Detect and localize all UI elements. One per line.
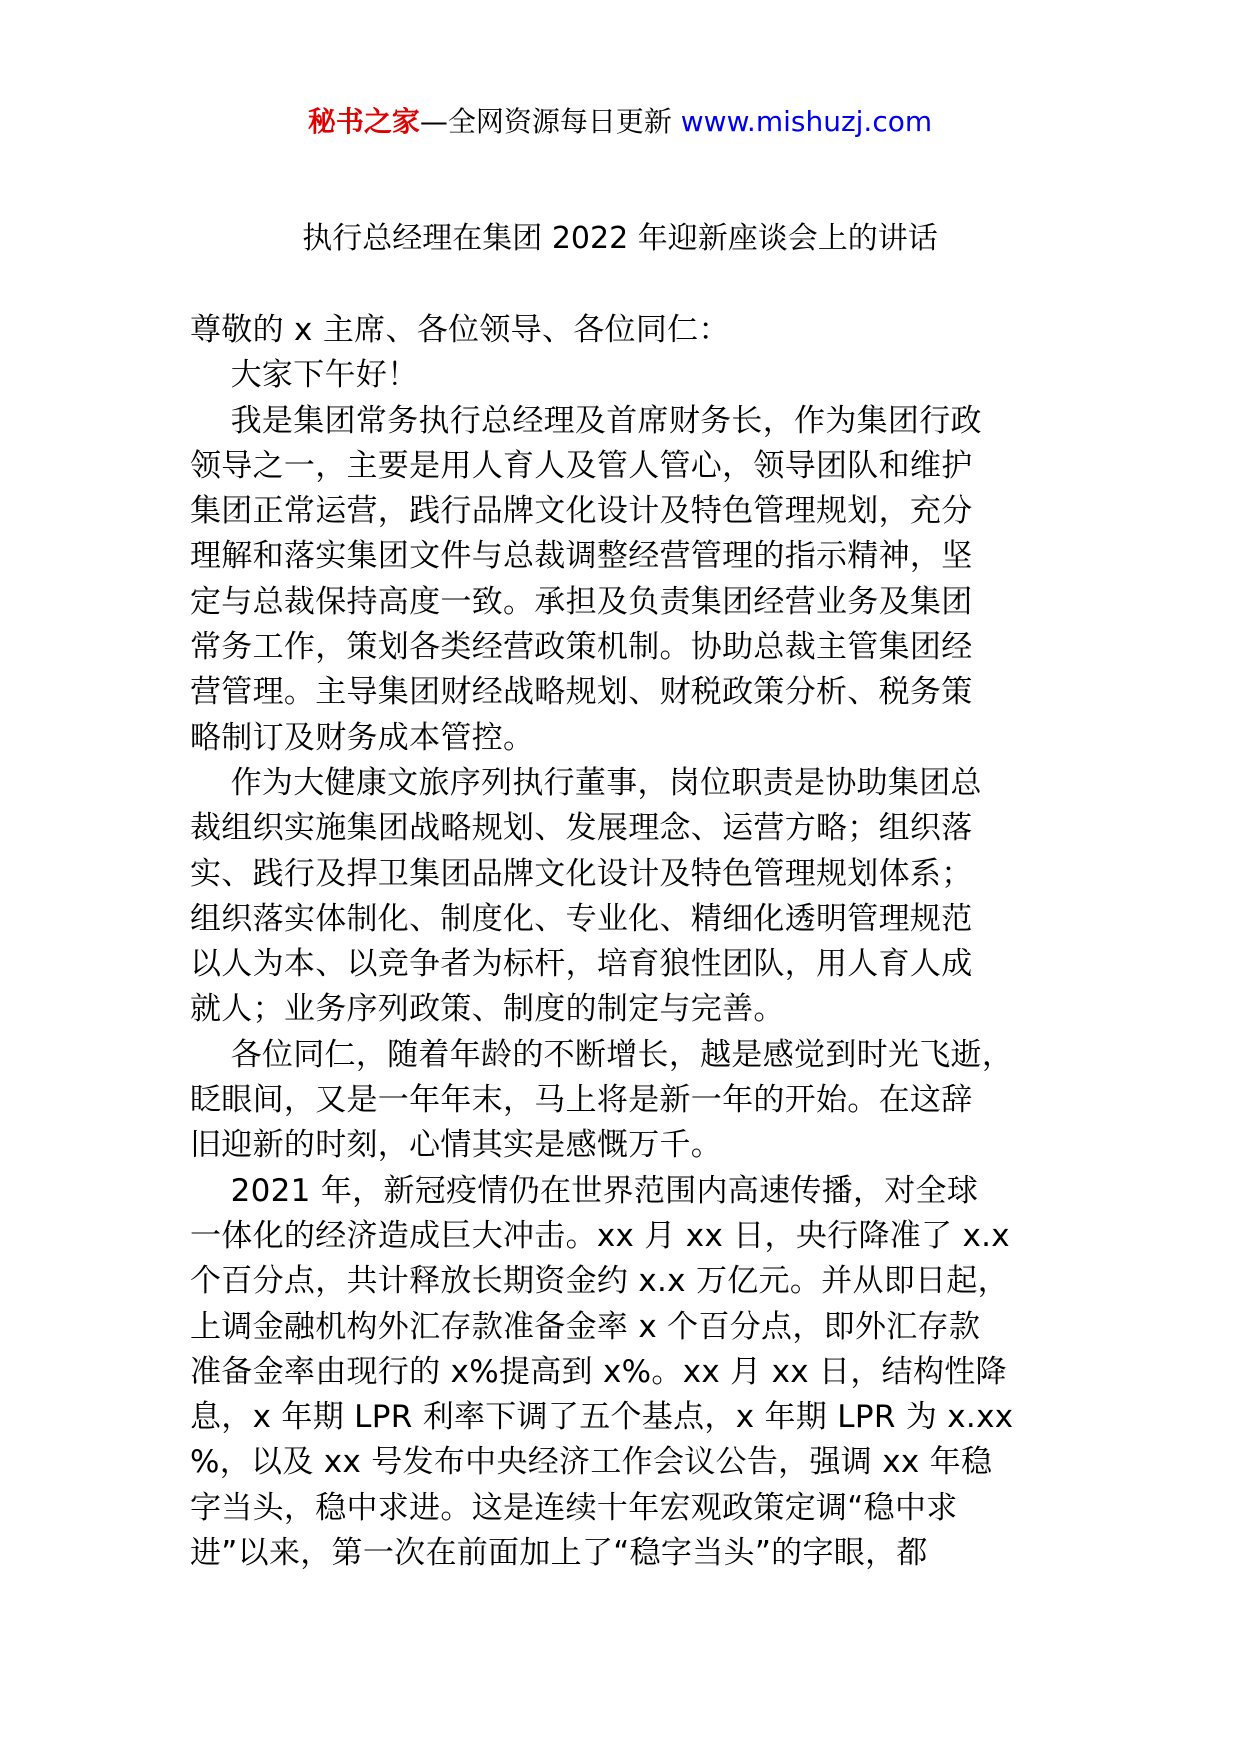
text-line: 2021 年，新冠疫情仍在世界范围内高速传播，对全球	[190, 1172, 979, 1209]
text-line: 以人为本、以竞争者为标杆，培育狼性团队，用人育人成	[190, 946, 973, 983]
text-line: 作为大健康文旅序列执行董事，岗位职责是协助集团总	[190, 764, 982, 801]
text-line: 大家下午好！	[190, 357, 419, 394]
brand-name: 秘书之家	[307, 105, 420, 138]
text-line: 理解和落实集团文件与总裁调整经营管理的指示精神，坚	[190, 538, 973, 575]
text-line: %，以及 xx 号发布中央经济工作会议公告，强调 xx 年稳	[190, 1444, 993, 1481]
text-line: 常务工作，策划各类经营政策机制。协助总裁主管集团经	[190, 629, 973, 666]
text-line: 眨眼间，又是一年年末，马上将是新一年的开始。在这辞	[190, 1082, 973, 1119]
site-url-link[interactable]: www.mishuzj.com	[680, 105, 933, 138]
text-line: 组织落实体制化、制度化、专业化、精细化透明管理规范	[190, 900, 973, 937]
text-line: 实、践行及捍卫集团品牌文化设计及特色管理规划体系；	[190, 855, 973, 892]
document-title: 执行总经理在集团 2022 年迎新座谈会上的讲话	[302, 221, 938, 256]
text-line: 集团正常运营，践行品牌文化设计及特色管理规划，充分	[190, 493, 973, 530]
text-line: 营管理。主导集团财经战略规划、财税政策分析、税务策	[190, 674, 973, 711]
text-line: 裁组织实施集团战略规划、发展理念、运营方略；组织落	[190, 810, 973, 847]
text-line: 各位同仁，随着年龄的不断增长，越是感觉到时光飞逝，	[190, 1036, 1014, 1073]
document-body	[190, 308, 1090, 1576]
text-line: 个百分点，共计释放长期资金约 x.x 万亿元。并从即日起，	[190, 1263, 1009, 1300]
text-line: 领导之一，主要是用人育人及管人管心，领导团队和维护	[190, 447, 973, 484]
text-line: 旧迎新的时刻，心情其实是感慨万千。	[190, 1127, 723, 1164]
text-line: 略制订及财务成本管控。	[190, 719, 535, 756]
text-line: 息，x 年期 LPR 利率下调了五个基点，x 年期 LPR 为 x.xx	[190, 1399, 1014, 1436]
header-tagline: —全网资源每日更新	[419, 105, 681, 138]
text-line: 准备金率由现行的 x%提高到 x%。xx 月 xx 日，结构性降	[190, 1353, 1007, 1390]
text-line: 我是集团常务执行总经理及首席财务长，作为集团行政	[190, 402, 982, 439]
site-header	[0, 100, 1240, 144]
text-line: 定与总裁保持高度一致。承担及负责集团经营业务及集团	[190, 583, 973, 620]
text-line: 字当头，稳中求进。这是连续十年宏观政策定调“稳中求	[190, 1489, 958, 1526]
text-line: 一体化的经济造成巨大冲击。xx 月 xx 日，央行降准了 x.x	[190, 1217, 1010, 1254]
text-line: 上调金融机构外汇存款准备金率 x 个百分点，即外汇存款	[190, 1308, 981, 1345]
text-line: 进”以来，第一次在前面加上了“稳字当头”的字眼，都	[190, 1535, 928, 1572]
text-line: 就人；业务序列政策、制度的制定与完善。	[190, 991, 785, 1028]
text-line: 尊敬的 x 主席、各位领导、各位同仁：	[190, 312, 730, 348]
